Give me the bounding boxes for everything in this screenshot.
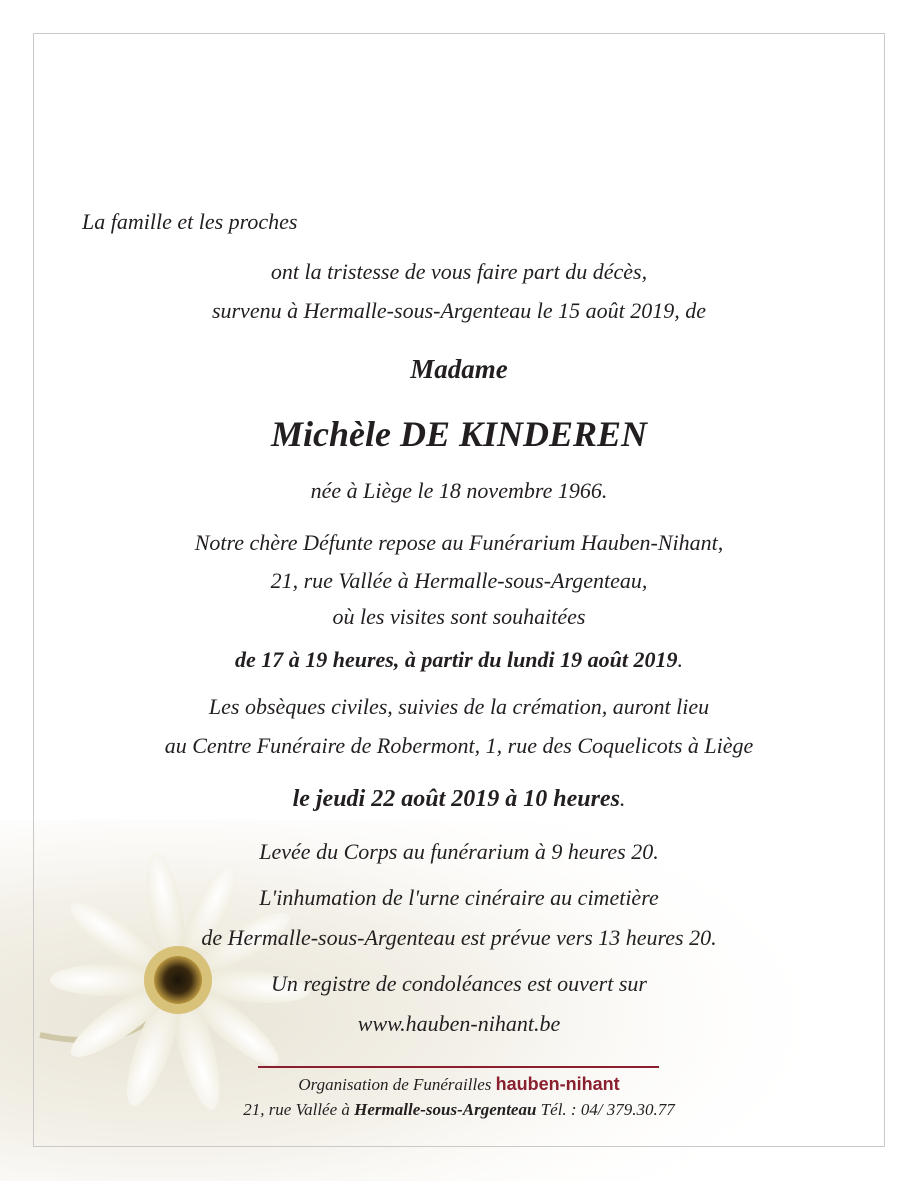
announcement-line-2: survenu à Hermalle-sous-Argenteau le 15 août 2019, de: [211, 298, 707, 323]
deceased-name: Michèle DE KINDEREN: [270, 414, 648, 454]
obseques-line-2: au Centre Funéraire de Robermont, 1, rue des Coquelicots à Liège: [164, 733, 754, 758]
organisation-line: [0, 1074, 918, 1095]
footer-divider: [258, 1066, 659, 1068]
levee-info: Levée du Corps au funérarium à 9 heures 20.: [259, 839, 659, 864]
address-town: Hermalle-sous-Argenteau: [354, 1100, 537, 1119]
repose-line-2: 21, rue Vallée à Hermalle-sous-Argenteau,: [270, 568, 648, 593]
obseques-line-1: Les obsèques civiles, suivies de la crémation, auront lieu: [208, 694, 710, 719]
registre-line: Un registre de condoléances est ouvert sur: [271, 971, 647, 996]
address-line: [0, 1100, 918, 1120]
website-link[interactable]: www.hauben-nihant.be: [357, 1011, 561, 1036]
visits-hours-bold: de 17 à 19 heures, à partir du lundi 19 août 2019: [234, 647, 678, 672]
phone-number: Tél. : 04/ 379.30.77: [540, 1100, 675, 1119]
announcement-line-1: ont la tristesse de vous faire part du décès,: [270, 259, 648, 284]
ceremony-date: [0, 786, 918, 812]
inhumation-line-2: de Hermalle-sous-Argenteau est prévue vers 13 heures 20.: [201, 925, 717, 950]
title-madame: Madame: [410, 354, 508, 384]
brand-logo: hauben-nihant: [495, 1074, 620, 1094]
inhumation-line-1: L'inhumation de l'urne cinéraire au cimetière: [259, 885, 659, 910]
birth-info: née à Liège le 18 novembre 1966.: [310, 478, 608, 503]
organisation-label: Organisation de Funérailles: [298, 1075, 492, 1094]
ceremony-date-bold: le jeudi 22 août 2019 à 10 heures: [292, 786, 620, 812]
repose-line-3: où les visites sont souhaitées: [332, 604, 586, 629]
intro-text: La famille et les proches: [82, 209, 298, 234]
ceremony-date-end: .: [619, 786, 626, 811]
repose-line-1: Notre chère Défunte repose au Funérarium Hauben-Nihant,: [194, 530, 724, 555]
visits-hours: [0, 647, 918, 673]
address-prefix: 21, rue Vallée à: [243, 1100, 350, 1119]
visits-hours-end: .: [677, 647, 683, 672]
